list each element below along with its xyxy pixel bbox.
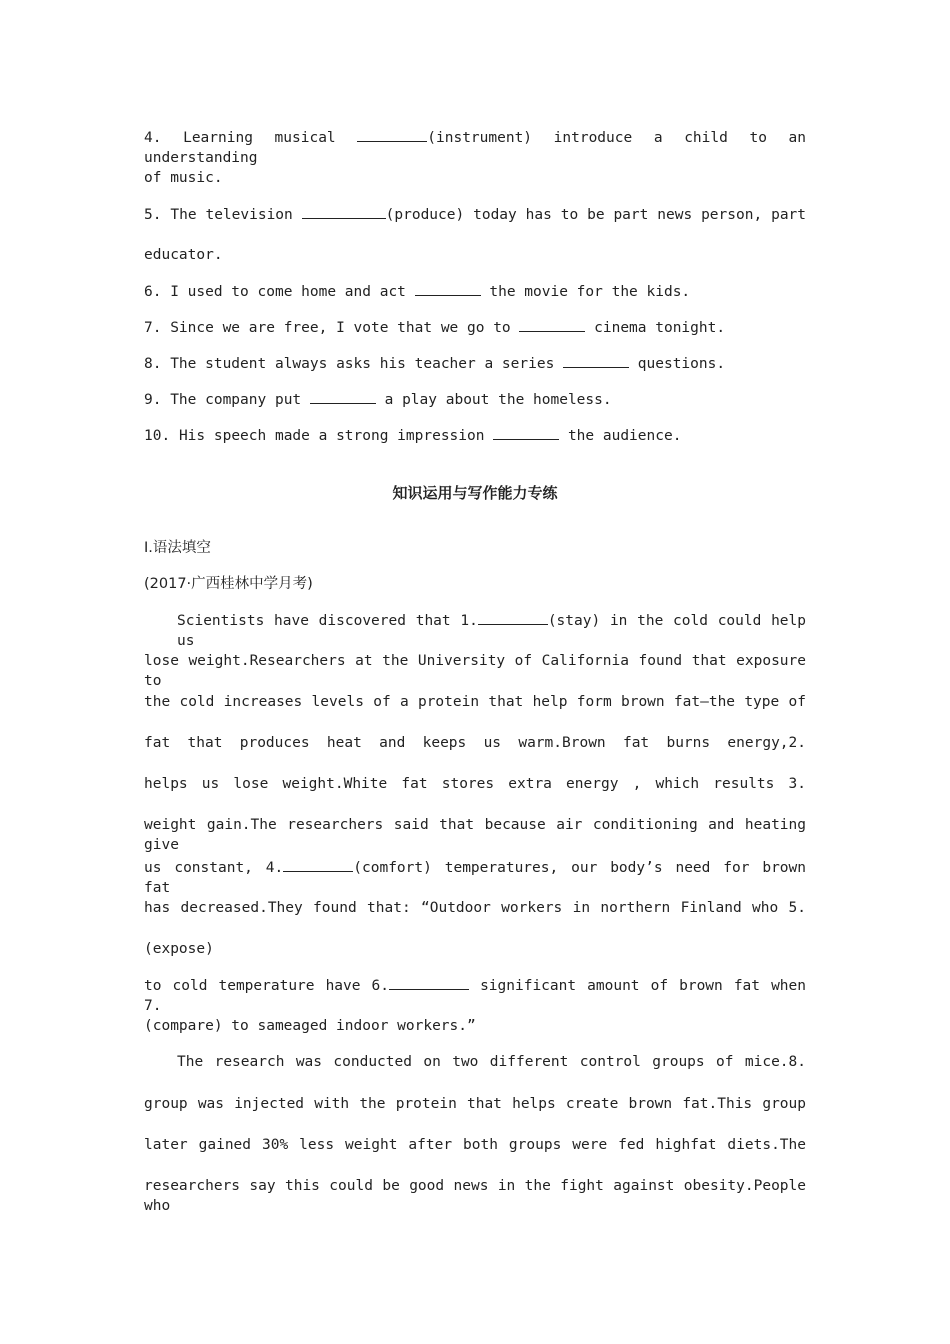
passage-line-12: The research was conducted on two different control groups of mice.8.	[177, 1054, 806, 1070]
passage-line-8: has decreased.They found that: “Outdoor workers in northern Finland who 5.	[144, 900, 806, 916]
passage-line-5: helps us lose weight.White fat stores extra energy , which results 3.	[144, 776, 806, 792]
exercise-7: 7. Since we are free, I vote that we go to cinema tonight.	[144, 317, 806, 338]
part-heading: Ⅰ.语法填空	[144, 540, 211, 556]
exercise-8: 8. The student always asks his teacher a series questions.	[144, 353, 806, 374]
exercise-4-continued: of music.	[144, 170, 223, 186]
exercise-4: 4. Learning musical (instrument) introduce a child to an understanding	[144, 127, 806, 168]
answer-blank[interactable]	[493, 425, 559, 440]
section-title: 知识运用与写作能力专练	[392, 484, 558, 502]
passage-line-11: (compare) to sameaged indoor workers.”	[144, 1018, 476, 1034]
passage-line-9: (expose)	[144, 941, 214, 957]
answer-blank[interactable]	[310, 389, 376, 404]
answer-blank[interactable]	[302, 204, 386, 219]
answer-blank[interactable]	[415, 281, 481, 296]
exercise-5: 5. The television (produce) today has to be part news person, part	[144, 204, 806, 225]
passage-line-10: to cold temperature have 6. significant amount of brown fat when 7.	[144, 975, 806, 1016]
passage-line-15: researchers say this could be good news in the fight against obesity.People who	[144, 1178, 806, 1214]
exercise-5-continued: educator.	[144, 247, 223, 263]
passage-line-13: group was injected with the protein that helps create brown fat.This group	[144, 1096, 806, 1112]
answer-blank[interactable]	[519, 317, 585, 332]
answer-blank[interactable]	[389, 975, 469, 990]
exercise-9: 9. The company put a play about the homeless.	[144, 389, 806, 410]
passage-line-14: later gained 30% less weight after both groups were fed highfat diets.The	[144, 1137, 806, 1153]
passage-line-3: the cold increases levels of a protein that help form brown fat—the type of	[144, 694, 806, 710]
source-note: (2017·广西桂林中学月考)	[144, 576, 313, 592]
answer-blank[interactable]	[563, 353, 629, 368]
exercise-6: 6. I used to come home and act the movie for the kids.	[144, 281, 806, 302]
passage-line-4: fat that produces heat and keeps us warm.Brown fat burns energy,2.	[144, 735, 806, 751]
passage-line-1: Scientists have discovered that 1. (stay) in the cold could help us	[177, 610, 806, 651]
passage-line-7: us constant, 4. (comfort) temperatures, our body’s need for brown fat	[144, 857, 806, 898]
passage-line-6: weight gain.The researchers said that because air conditioning and heating give	[144, 817, 806, 853]
answer-blank[interactable]	[357, 127, 427, 142]
answer-blank[interactable]	[478, 610, 548, 625]
exercise-10: 10. His speech made a strong impression the audience.	[144, 425, 806, 446]
answer-blank[interactable]	[283, 857, 353, 872]
passage-line-2: lose weight.Researchers at the University of California found that exposure to	[144, 653, 806, 689]
